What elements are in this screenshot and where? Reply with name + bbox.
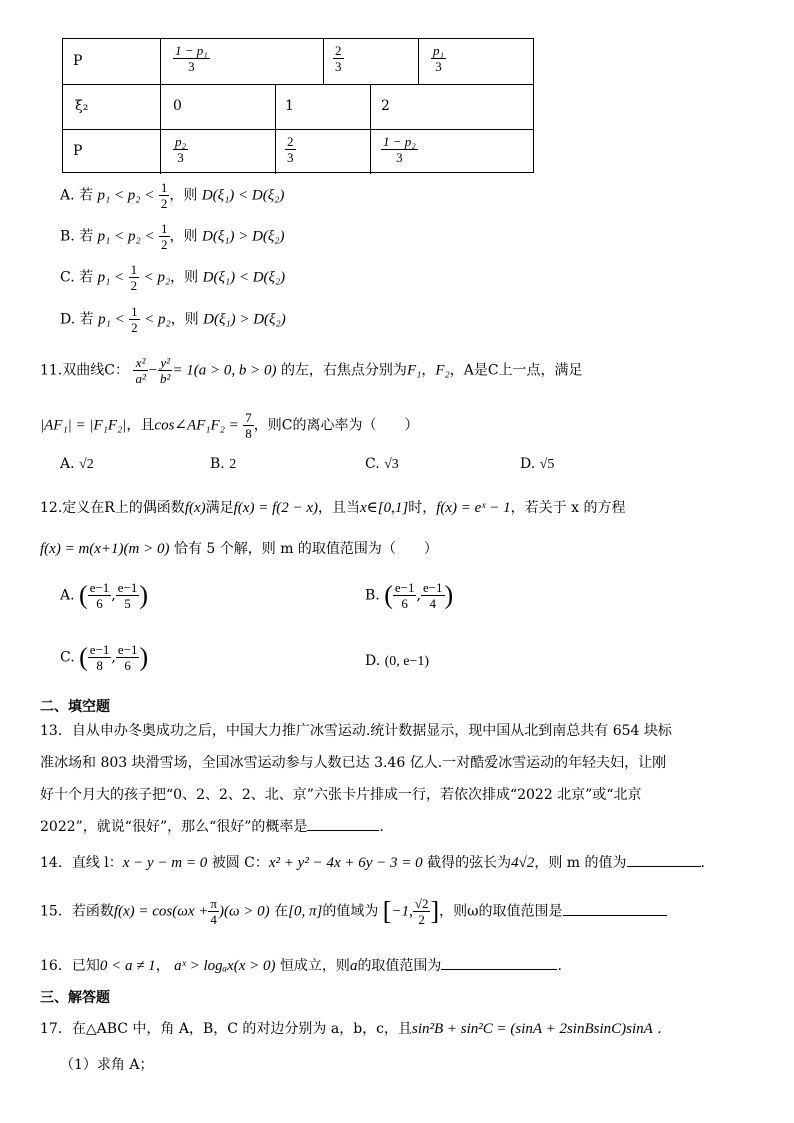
q10-option-d: D. 若 p₁ < $\frac{1}{2}$ < p₂，则 D(ξ₁) > D(ξ₂) — [60, 304, 286, 335]
table-cell: $\frac{2}{3}$ — [335, 43, 342, 74]
table-row-divider — [63, 129, 533, 130]
table-cell: 1 — [285, 98, 294, 114]
table-cell: $\frac{\text{p₂}}{3}$ — [175, 134, 187, 165]
hyperbola-term-y: $\frac{\text{y²}}{\text{b²}}$ — [159, 355, 171, 386]
q12-option-a: A. ( $\frac{e-1}{6}$ , $\frac{e-1}{5}$ ) — [60, 580, 149, 611]
q16: 16．已知0 < a ≠ 1， aˣ > logₐx(x > 0) 恒成立，则a的取值范围为 . — [40, 958, 562, 974]
q11-option-c: C. √3 — [365, 456, 399, 472]
answer-blank[interactable] — [627, 854, 701, 867]
q17: 17．在△ABC 中，角 A，B，C 的对边分别为 a，b，c，且sin²B + sin²C = (sinA + 2sinBsinC)sinA . — [40, 1021, 662, 1037]
table-cell: $\frac{\text{p₁}}{3}$ — [433, 43, 445, 74]
q10-option-c: C. 若 p₁ < $\frac{1}{2}$ < p₂，则 D(ξ₁) < D(ξ₂) — [60, 262, 286, 293]
q12-option-b: B. ( $\frac{e-1}{6}$ , $\frac{e-1}{4}$ ) — [365, 580, 454, 611]
q13-line2: 准冰场和 803 块滑雪场，全国冰雪运动参与人数已达 3.46 亿人.一对酷爱冰雪运动的年轻夫妇，让刚 — [40, 755, 667, 771]
q11-stem-line1: 11.双曲线C： $\frac{\text{x²}}{\text{a²}}$ − $\frac{\text{y²}}{\text{b²}}$ = 1(a > 0, b > 0) 的左，右焦点分别为F₁，F₂，A是C上一点，满足 — [40, 355, 583, 386]
q12-option-d: D. (0, e−1) — [365, 653, 430, 669]
table-col-divider — [418, 39, 419, 84]
table-col-divider — [323, 39, 324, 84]
q11-option-a: A. √2 — [60, 456, 94, 472]
q10-option-a: A. 若 p₁ < p₂ < $\frac{1}{2}$ ，则 D(ξ₁) < D(ξ₂) — [60, 180, 285, 211]
q13-line1: 13．自从申办冬奥成功之后，中国大力推广冰雪运动.统计数据显示，现中国从北到南总共有 654 块标 — [40, 723, 672, 739]
answer-blank[interactable] — [563, 903, 667, 916]
answer-blank[interactable] — [307, 818, 379, 831]
table-row-label: P — [73, 53, 83, 69]
q12-stem-line1: 12.定义在R上的偶函数f(x)满足f(x) = f(2 − x)，且当x∈[0,1]时，f(x) = eˣ − 1，若关于 x 的方程 — [40, 500, 626, 516]
table-cell: $\frac{2}{3}$ — [287, 134, 294, 165]
section-heading-fill-blank: 二、填空题 — [40, 699, 110, 715]
q11-option-b: B. 2 — [210, 456, 237, 472]
table-cell: 0 — [173, 98, 182, 114]
hyperbola-term-x: $\frac{\text{x²}}{\text{a²}}$ — [135, 355, 146, 386]
table-col-divider — [275, 84, 276, 174]
answer-blank[interactable] — [441, 957, 557, 970]
table-col-divider — [160, 39, 161, 174]
q17-part1: （1）求角 A； — [60, 1057, 154, 1073]
q13-line4: 2022”，就说“很好”，那么“很好”的概率是 . — [40, 819, 384, 835]
section-heading-solutions: 三、解答题 — [40, 990, 110, 1006]
table-row-divider — [63, 84, 533, 85]
q11-stem-line2: |AF₁| = |F₁F₂|，且cos∠AF₁F₂ = $\frac{7}{8}$ ，则C的离心率为（ ） — [40, 410, 419, 441]
q15: 15．若函数f(x) = cos(ωx + $\frac{\pi}{4}$ )(ω > 0) 在[0, π]的值域为 [−1, $\frac{√2}{2}$ ]，则ω的取值范围是 — [40, 896, 667, 927]
table-cell: 2 — [381, 98, 390, 114]
q13-line3: 好十个月大的孩子把“0、2、2、2、北、京”六张卡片排成一行，若依次排成“2022 北京”或“北京 — [40, 787, 642, 803]
q14: 14．直线 l：x − y − m = 0 被圆 C：x² + y² − 4x + 6y − 3 = 0 截得的弦长为4√2，则 m 的值为 . — [40, 855, 705, 871]
q11-option-d: D. √5 — [520, 456, 555, 472]
q10-option-b: B. 若 p₁ < p₂ < $\frac{1}{2}$ ，则 D(ξ₁) > D(ξ₂) — [60, 221, 285, 252]
table-col-divider — [370, 84, 371, 174]
table-cell: $\frac{\text{1 − p₂}}{3}$ — [383, 134, 416, 165]
distribution-table — [62, 38, 534, 173]
q12-stem-line2: f(x) = m(x+1)(m > 0) 恰有 5 个解，则 m 的取值范围为（ ） — [40, 541, 438, 557]
table-row-label: P — [73, 143, 83, 159]
table-row-label: ξ₂ — [75, 98, 89, 114]
table-cell: $\frac{\text{1 − p₁}}{3}$ — [175, 43, 208, 74]
q12-option-c: C. ( $\frac{e-1}{8}$ , $\frac{e-1}{6}$ ) — [60, 642, 149, 673]
